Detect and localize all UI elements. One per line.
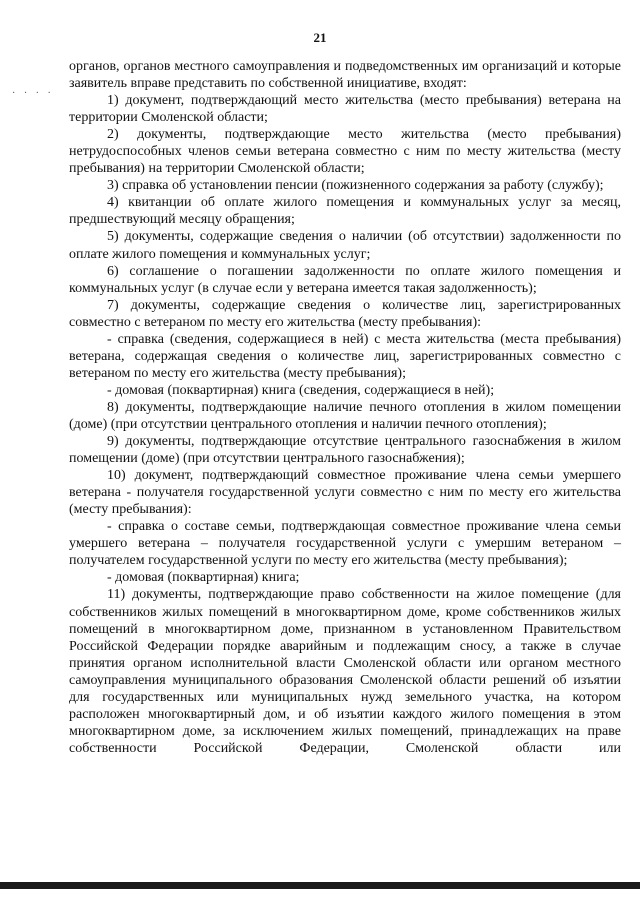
list-item-10-sub-2: - домовая (поквартирная) книга;: [107, 570, 300, 586]
list-item-6: 6) соглашение о погашении задолженности по оплате жилого помещения и коммунальных услуг (в случае если у ветерана имеется такая задолженность);: [69, 263, 621, 296]
list-item-9: 9) документы, подтверждающие отсутствие центрального газоснабжения в жилом помещении (доме) (при отсутствии центрального газоснабжения);: [69, 434, 621, 467]
list-item-7-sub-2: - домовая (поквартирная) книга (сведения, содержащиеся в ней);: [107, 382, 495, 398]
list-item-10-sub-1: - справка о составе семьи, подтверждающая совместное проживание члена семьи умершего ветерана – получателя государственной услуги с умершим ветераном – получателем государственной услуги по месту его жительства (месту пребывания);: [69, 519, 621, 569]
list-item-3: 3) справка об установлении пенсии (пожизненного содержания за работу (службу);: [107, 178, 604, 194]
list-item-1: 1) документ, подтверждающий место жительства (место пребывания) ветерана на территории Смоленской области;: [69, 93, 621, 126]
list-item-11: 11) документы, подтверждающие право собственности на жилое помещение (для собственников жилых помещений в многоквартирном доме, кроме собственников жилых помещений в многоквартирном доме, признанном в установленном Правительством Российской Федерации порядке аварийным и подлежащим сносу, а также в случае принятия органом исполнительной власти Смоленской области или органом местного самоуправления муниципального образования Смоленской области решений об изъятии для государственных или муниципальных нужд земельного участка, на котором расположен многоквартирный дом, и об изъятии каждого жилого помещения в этом многоквартирном доме, за исключением жилых помещений, принадлежащих на праве собственности Российской Федерации, Смоленской области или: [69, 587, 621, 756]
scan-bottom-edge: [0, 882, 640, 889]
list-item-5: 5) документы, содержащие сведения о наличии (об отсутствии) задолженности по оплате жилого помещения и коммунальных услуг;: [69, 229, 621, 262]
list-item-4: 4) квитанции об оплате жилого помещения и коммунальных услуг за месяц, предшествующий месяцу обращения;: [69, 195, 621, 228]
paragraph-intro: органов, органов местного самоуправления и подведомственных им организаций и которые заявитель вправе представить по собственной инициативе, входят:: [69, 59, 621, 92]
list-item-10: 10) документ, подтверждающий совместное проживание члена семьи умершего ветерана - получателя государственной услуги совместно с ним по месту его жительства (месту пребывания):: [69, 468, 621, 518]
list-item-8: 8) документы, подтверждающие наличие печного отопления в жилом помещении (доме) (при отсутствии центрального отопления и наличии печного отопления);: [69, 399, 621, 432]
list-item-2: 2) документы, подтверждающие место жительства (место пребывания) нетрудоспособных членов семьи ветерана совместно с ним по месту жительства (месту пребывания) на территории Смоленской области;: [69, 127, 621, 177]
list-item-7-sub-1: - справка (сведения, содержащиеся в ней) с места жительства (места пребывания) ветерана, содержащая сведения о количестве лиц, зарегистрированных совместно с ветераном по месту его жительства (месту пребывания);: [69, 331, 621, 381]
scan-bottom-margin: [0, 889, 640, 905]
page-number: 21: [313, 30, 327, 45]
document-body: [69, 58, 621, 757]
list-item-7: 7) документы, содержащие сведения о количестве лиц, зарегистрированных совместно с ветераном по месту его жительства (месту пребывания):: [69, 297, 621, 330]
margin-mark: · · · ·: [12, 88, 54, 99]
